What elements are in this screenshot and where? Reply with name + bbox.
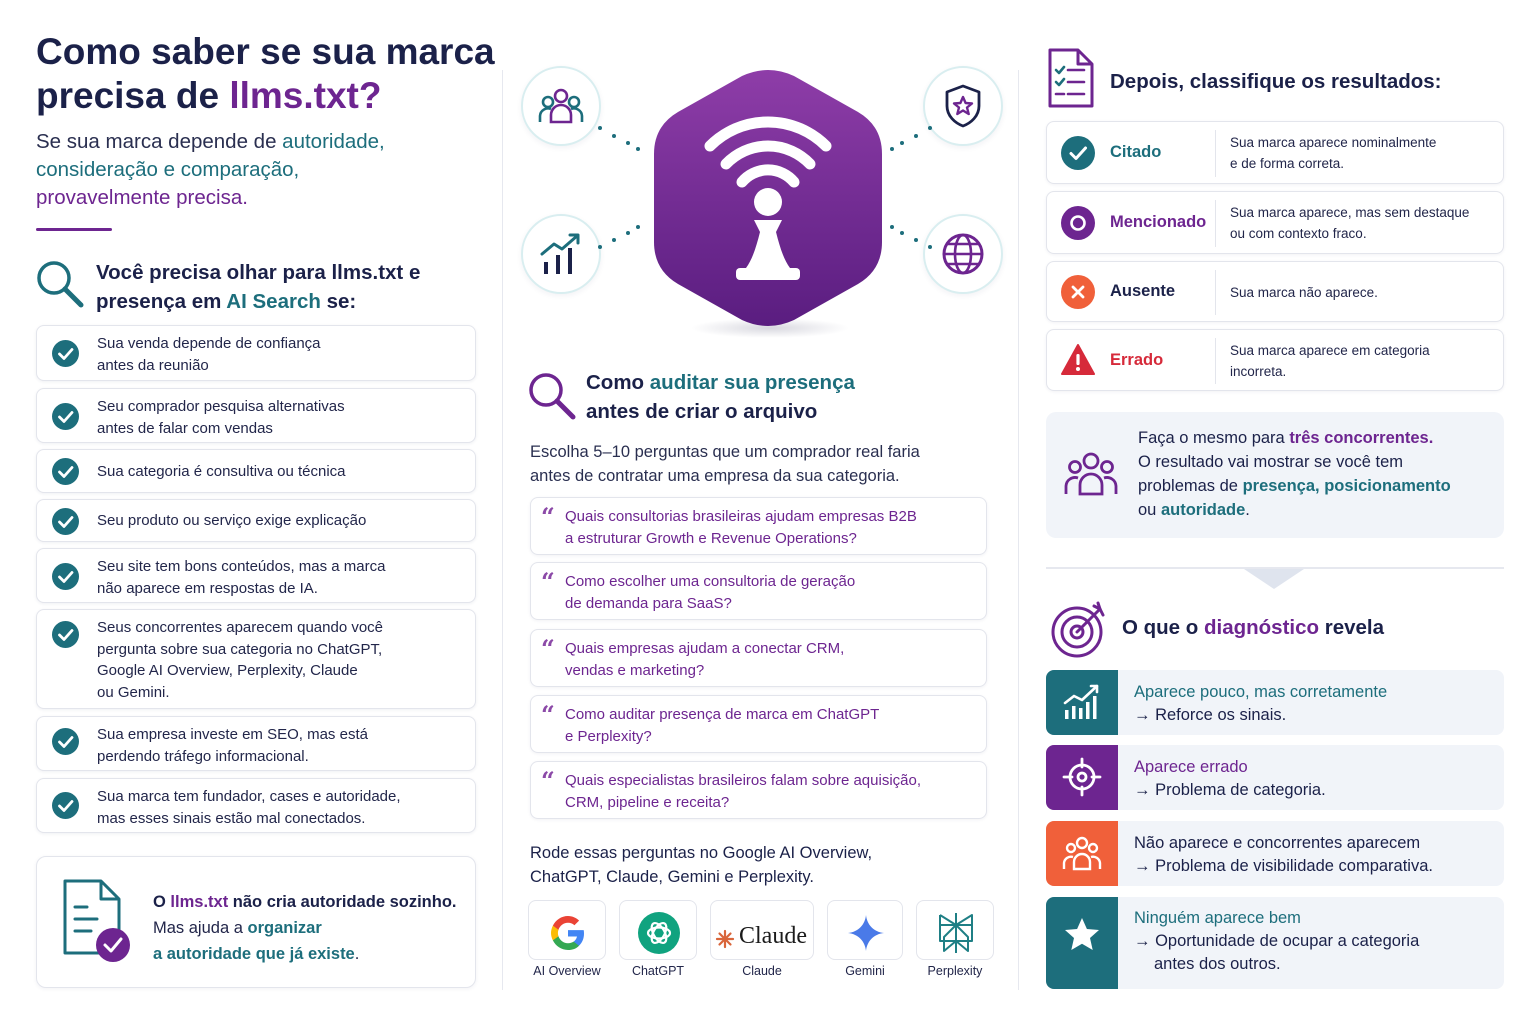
connector-dots [596, 124, 642, 154]
text: . [1245, 501, 1250, 519]
platform-tile-chatgpt [619, 900, 697, 960]
connector-dots [596, 222, 642, 252]
competitors-problems: presença, posicionamento [1242, 477, 1451, 495]
line: perdendo tráfego informacional. [97, 747, 309, 765]
check-circle-icon [1061, 136, 1095, 170]
text: Faça o mesmo para [1138, 429, 1290, 447]
perplexity-icon [936, 911, 976, 955]
platform-tile-claude [710, 900, 814, 960]
line: ou com contexto fraco. [1230, 226, 1367, 241]
check-icon [52, 621, 79, 648]
checklist-item-text [97, 333, 457, 376]
platform-label: Perplexity [927, 964, 983, 978]
question-card [530, 695, 987, 753]
audit-heading-line2: antes de criar o arquivo [586, 400, 818, 423]
diagnostic-action-cont: antes dos outros. [1154, 955, 1281, 973]
line: pergunta sobre sua categoria no ChatGPT, [97, 640, 383, 658]
diagnostic-title: Ninguém aparece bem [1134, 909, 1301, 927]
subtitle-teal-1: autoridade, [282, 130, 385, 153]
line: não aparece em respostas de IA. [97, 579, 318, 597]
line: Escolha 5–10 perguntas que um comprador real faria [530, 443, 920, 461]
line: antes de falar com vendas [97, 419, 273, 437]
subtitle-text: Se sua marca depende de [36, 130, 283, 153]
page-title [36, 30, 496, 118]
question-text [565, 638, 965, 681]
checklist-item-text [97, 510, 457, 532]
column-divider-left [502, 70, 503, 990]
shield-circle [923, 66, 1003, 146]
result-card-errado [1046, 329, 1504, 391]
text: revela [1319, 616, 1385, 639]
question-card [530, 497, 987, 555]
diagnostic-card [1046, 745, 1504, 810]
platform-label: Claude [742, 964, 782, 978]
competitors-highlight: três concorrentes. [1289, 429, 1434, 447]
callout-text: não cria autoridade sozinho. [228, 893, 457, 911]
platform-label: ChatGPT [631, 964, 685, 978]
line: Seu produto ou serviço exige explicação [97, 512, 367, 529]
circle-outline-icon [1061, 206, 1095, 240]
subtitle-purple: provavelmente precisa. [36, 186, 248, 209]
diagnostic-text [1134, 907, 1494, 976]
page-subtitle [36, 128, 476, 212]
quote-icon: “ [541, 567, 555, 596]
checklist-item [36, 325, 476, 381]
checklist-heading-text: presença em [96, 290, 227, 313]
line: vendas e marketing? [565, 661, 705, 679]
question-text [565, 704, 965, 747]
diagnostic-icon-block [1046, 745, 1118, 810]
line: Sua marca aparece nominalmente [1230, 135, 1437, 150]
result-separator [1215, 338, 1216, 384]
signal-pawn-hexagon-icon [650, 68, 886, 328]
check-icon [52, 508, 79, 535]
column-divider-right [1018, 70, 1019, 990]
title-line-2 [36, 74, 496, 118]
line: Seu comprador pesquisa alternativas [97, 398, 345, 415]
result-label: Errado [1110, 351, 1164, 369]
check-icon [52, 728, 79, 755]
line: Google AI Overview, Perplexity, Claude [97, 662, 358, 679]
callout-text: Mas ajuda a [153, 919, 248, 937]
growth-circle [521, 214, 601, 294]
question-text [565, 571, 965, 614]
quote-icon: “ [541, 700, 555, 729]
text: O resultado vai mostrar se você tem [1138, 453, 1404, 471]
people-icon [537, 82, 585, 130]
line: incorreta. [1230, 364, 1287, 379]
connector-dots [888, 222, 934, 252]
run-instructions [530, 841, 970, 889]
line: antes da reunião [97, 356, 209, 374]
line: Sua marca aparece, mas sem destaque [1230, 205, 1470, 220]
line: e de forma correta. [1230, 156, 1345, 171]
callout-llms-txt: llms.txt [170, 893, 229, 911]
check-icon [52, 403, 79, 430]
line: Sua marca tem fundador, cases e autoridade, [97, 788, 401, 805]
diagnostic-icon-block [1046, 897, 1118, 989]
quote-icon: “ [541, 502, 555, 531]
result-label: Mencionado [1110, 213, 1207, 231]
callout-organizar: organizar [247, 919, 322, 937]
llms-callout-card [36, 856, 476, 988]
checklist-item [36, 548, 476, 603]
question-card [530, 629, 987, 687]
line: Sua categoria é consultiva ou técnica [97, 463, 346, 480]
target-icon [1050, 600, 1110, 660]
result-card-ausente [1046, 261, 1504, 322]
line: CRM, pipeline e receita? [565, 793, 730, 811]
checklist-item [36, 388, 476, 443]
line: antes de contratar uma empresa da sua categoria. [530, 467, 900, 485]
platform-tile-gemini [827, 900, 903, 960]
line: Como auditar presença de marca em ChatGPT [565, 706, 880, 723]
line: Quais consultorias brasileiras ajudam empresas B2B [565, 508, 917, 525]
quote-icon: “ [541, 766, 555, 795]
line: Seu site tem bons conteúdos, mas a marca [97, 558, 386, 575]
line: de demanda para SaaS? [565, 594, 732, 612]
line: Sua empresa investe em SEO, mas está [97, 726, 368, 743]
diagnostic-card [1046, 670, 1504, 735]
question-text [565, 506, 965, 549]
line: e Perplexity? [565, 727, 652, 745]
chatgpt-icon [637, 911, 681, 955]
diagnostic-text [1134, 756, 1494, 802]
search-icon [34, 258, 86, 310]
checklist-document-icon [1046, 46, 1096, 110]
checklist-item-text [97, 786, 457, 829]
diagnostic-title: Não aparece e concorrentes aparecem [1134, 834, 1421, 852]
audit-heading-highlight: auditar sua presença [649, 371, 855, 394]
diagnostic-title: Aparece errado [1134, 758, 1248, 776]
people-icon [1064, 448, 1118, 498]
callout-text: O [153, 893, 171, 911]
line: Quais especialistas brasileiros falam sobre aquisição, [565, 772, 922, 789]
line: Sua marca não aparece. [1230, 285, 1378, 300]
diagnostic-action: → Problema de visibilidade comparativa. [1134, 857, 1433, 875]
diagnostic-icon-block [1046, 670, 1118, 735]
check-icon [52, 458, 79, 485]
growth-chart-icon [1062, 682, 1102, 722]
platform-label: AI Overview [533, 964, 601, 978]
google-icon [548, 913, 588, 953]
platform-tile-ai-overview [528, 900, 606, 960]
subtitle-teal-2: consideração e comparação, [36, 158, 300, 181]
title-underline [36, 228, 112, 231]
question-card [530, 761, 987, 819]
diagnostic-action: → Problema de categoria. [1134, 781, 1326, 799]
diagnostic-highlight: diagnóstico [1204, 616, 1320, 639]
competitors-text [1138, 426, 1494, 522]
checklist-item [36, 716, 476, 771]
line: Sua marca aparece em categoria [1230, 343, 1430, 358]
question-text [565, 770, 965, 813]
document-check-icon [57, 875, 137, 965]
line: Como escolher uma consultoria de geração [565, 573, 856, 590]
section-arrow [1244, 569, 1304, 589]
diagnostic-card [1046, 897, 1504, 989]
growth-chart-icon [537, 230, 585, 278]
diagnostic-heading [1122, 616, 1384, 640]
crosshair-icon [1062, 757, 1102, 797]
check-icon [52, 340, 79, 367]
result-card-mencionado [1046, 191, 1504, 254]
check-icon [52, 563, 79, 590]
result-description [1230, 202, 1480, 244]
competitors-autoridade: autoridade [1160, 501, 1246, 519]
checklist-item [36, 499, 476, 542]
gemini-icon [846, 913, 886, 953]
competitors-box [1046, 412, 1504, 538]
checklist-item-text [97, 461, 457, 483]
shield-star-icon [939, 82, 987, 130]
check-icon [52, 792, 79, 819]
result-description [1230, 132, 1480, 174]
claude-wordmark: Claude [739, 923, 807, 949]
diagnostic-icon-block [1046, 821, 1118, 886]
line: mas esses sinais estão mal conectados. [97, 809, 366, 827]
globe-icon [939, 230, 987, 278]
checklist-heading-ai-search: AI Search [226, 290, 321, 313]
connector-dots [888, 124, 934, 154]
text: O que o [1122, 616, 1204, 639]
quote-icon: “ [541, 634, 555, 663]
checklist-item-text [97, 724, 457, 767]
diagnostic-title: Aparece pouco, mas corretamente [1134, 683, 1388, 701]
line: a estruturar Growth e Revenue Operations? [565, 529, 857, 547]
title-highlight: llms.txt? [229, 75, 382, 116]
checklist-heading-end: se: [320, 290, 357, 313]
people-icon [1062, 833, 1102, 873]
diagnostic-text [1134, 832, 1494, 878]
result-description [1230, 340, 1480, 382]
result-label: Citado [1110, 143, 1162, 161]
result-card-citado [1046, 121, 1504, 184]
search-icon [526, 370, 578, 422]
checklist-item [36, 449, 476, 493]
question-card [530, 562, 987, 620]
audit-intro [530, 440, 970, 488]
diagnostic-action: → Oportunidade de ocupar a categoria [1134, 932, 1420, 950]
title-prefix: precisa de [36, 75, 230, 116]
callout-period: . [354, 945, 360, 963]
claude-icon [715, 929, 735, 949]
warning-icon [1061, 343, 1095, 377]
callout-autoridade: a autoridade que já existe [153, 945, 355, 963]
checklist-item [36, 609, 476, 709]
result-separator [1215, 200, 1216, 247]
diagnostic-card [1046, 821, 1504, 886]
line: ChatGPT, Claude, Gemini e Perplexity. [530, 868, 814, 886]
star-icon [1062, 915, 1102, 955]
checklist-item [36, 778, 476, 833]
people-circle [521, 66, 601, 146]
text: ou [1138, 501, 1161, 519]
llms-callout-text [153, 889, 473, 967]
close-circle-icon [1061, 275, 1095, 309]
globe-circle [923, 214, 1003, 294]
platform-tile-perplexity [916, 900, 994, 960]
diagnostic-text [1134, 681, 1494, 727]
line: ou Gemini. [97, 683, 170, 701]
checklist-item-text [97, 556, 457, 599]
result-label: Ausente [1110, 282, 1176, 300]
checklist-item-text [97, 396, 457, 439]
checklist-heading [96, 258, 476, 316]
checklist-heading-line1: Você precisa olhar para llms.txt e [96, 261, 421, 284]
result-separator [1215, 270, 1216, 315]
line: Quais empresas ajudam a conectar CRM, [565, 640, 845, 657]
text: problemas de [1138, 477, 1243, 495]
result-separator [1215, 130, 1216, 177]
title-line-1: Como saber se sua marca [36, 31, 495, 72]
result-description [1230, 282, 1480, 303]
platform-label: Gemini [845, 964, 885, 978]
audit-heading [586, 368, 966, 426]
checklist-item-text [97, 617, 457, 703]
line: Sua venda depende de confiança [97, 335, 321, 352]
diagnostic-action: → Reforce os sinais. [1134, 706, 1287, 724]
audit-heading-text: Como [586, 371, 650, 394]
line: Rode essas perguntas no Google AI Overview, [530, 844, 873, 862]
classify-heading: Depois, classifique os resultados: [1110, 70, 1442, 93]
line: Seus concorrentes aparecem quando você [97, 619, 384, 636]
